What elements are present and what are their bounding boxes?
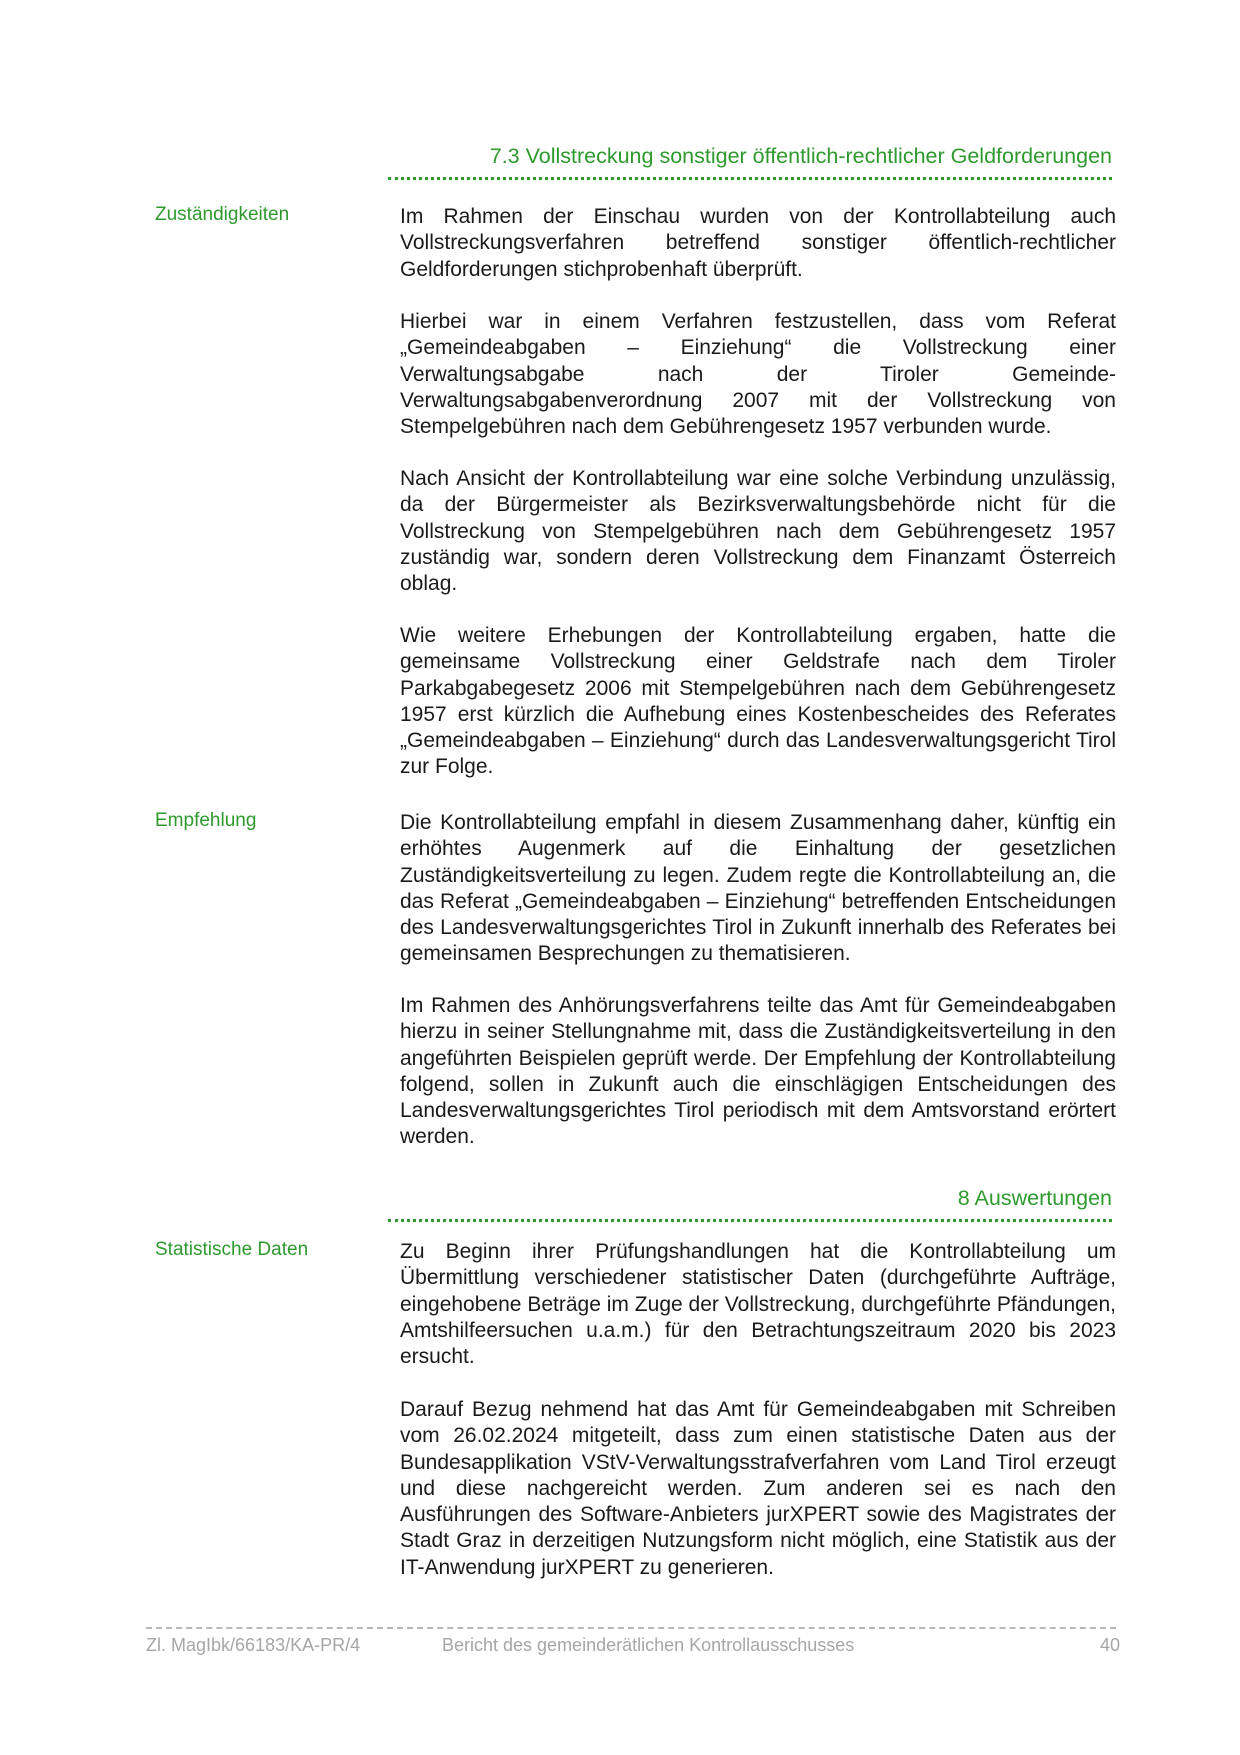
footer-divider xyxy=(146,1627,1116,1629)
footer-title: Bericht des gemeinderätlichen Kontrollausschusses xyxy=(442,1635,855,1655)
paragraph: Zu Beginn ihrer Prüfungshandlungen hat die Kontrollabteilung um Übermittlung verschiedener statistischer Daten (durchgeführte Aufträge, eingehobene Beträge im Zuge der Vollstreckung, durchgeführte Pfändungen, Amtshilfeersuchen u.a.m.) für den Betrachtungszeitraum 2020 bis 2023 ersucht. xyxy=(400,1240,1116,1369)
paragraph: Nach Ansicht der Kontrollabteilung war eine solche Verbindung unzulässig, da der Bürgermeister als Bezirksverwaltungsbehörde nicht für die Vollstreckung von Stempelgebühren nach dem Gebührengesetz 1957 zuständig war, sondern deren Vollstreckung dem Finanzamt Österreich oblag. xyxy=(400,467,1116,596)
side-label-empfehlung: Empfehlung xyxy=(155,810,257,831)
section-heading-7-3: 7.3 Vollstreckung sonstiger öffentlich-rechtlicher Geldforderungen xyxy=(388,136,1112,180)
paragraph: Hierbei war in einem Verfahren festzustellen, dass vom Referat „Gemeindeabgaben – Einziehung“ die Vollstreckung einer Verwaltungsabgabe nach der Tiroler Gemeinde-Verwaltungsabgabenverordnung 2007 mit der Vollstreckung von Stempelgebühren nach dem Gebührengesetz 1957 verbunden wurde. xyxy=(400,310,1116,439)
side-label-statistische-daten: Statistische Daten xyxy=(155,1239,309,1260)
section-heading-8: 8 Auswertungen xyxy=(388,1178,1112,1222)
side-label-zustaendigkeiten: Zuständigkeiten xyxy=(155,204,290,225)
paragraph: Die Kontrollabteilung empfahl in diesem Zusammenhang daher, künftig ein erhöhtes Augenmerk auf die Einhaltung der gesetzlichen Zuständigkeitsverteilung zu legen. Zudem regte die Kontrollabteilung an, die das Referat „Gemeindeabgaben – Einziehung“ betreffenden Entscheidungen des Landesverwaltungsgerichtes Tirol in Zukunft innerhalb des Referates bei gemeinsamen Besprechungen zu thematisieren. xyxy=(400,811,1116,966)
paragraph: Im Rahmen des Anhörungsverfahrens teilte das Amt für Gemeindeabgaben hierzu in seiner Stellungnahme mit, dass die Zuständigkeitsverteilung in den angeführten Beispielen geprüft werde. Der Empfehlung der Kontrollabteilung folgend, sollen in Zukunft auch die einschlägigen Entscheidungen des Landesverwaltungsgerichtes Tirol periodisch mit dem Amtsvorstand erörtert werden. xyxy=(400,994,1116,1149)
footer-reference: Zl. MagIbk/66183/KA-PR/4 xyxy=(146,1635,361,1655)
paragraph: Im Rahmen der Einschau wurden von der Kontrollabteilung auch Vollstreckungsverfahren betreffend sonstiger öffentlich-rechtlicher Geldforderungen stichprobenhaft überprüft. xyxy=(400,205,1116,281)
paragraph: Darauf Bezug nehmend hat das Amt für Gemeindeabgaben mit Schreiben vom 26.02.2024 mitgeteilt, dass zum einen statistische Daten aus der Bundesapplikation VStV-Verwaltungsstrafverfahren vom Land Tirol erzeugt und diese nachgereicht werden. Zum anderen sei es nach den Ausführungen des Software-Anbieters jurXPERT sowie des Magistrates der Stadt Graz in derzeitigen Nutzungsform nicht möglich, eine Statistik aus der IT-Anwendung jurXPERT zu generieren. xyxy=(400,1398,1116,1579)
footer-page-number: 40 xyxy=(1099,1635,1120,1655)
paragraph: Wie weitere Erhebungen der Kontrollabteilung ergaben, hatte die gemeinsame Vollstreckung einer Geldstrafe nach dem Tiroler Parkabgabegesetz 2006 mit Stempelgebühren nach dem Gebührengesetz 1957 erst kürzlich die Aufhebung eines Kostenbescheides des Referates „Gemeindeabgaben – Einziehung“ durch das Landesverwaltungsgericht Tirol zur Folge. xyxy=(400,624,1116,779)
